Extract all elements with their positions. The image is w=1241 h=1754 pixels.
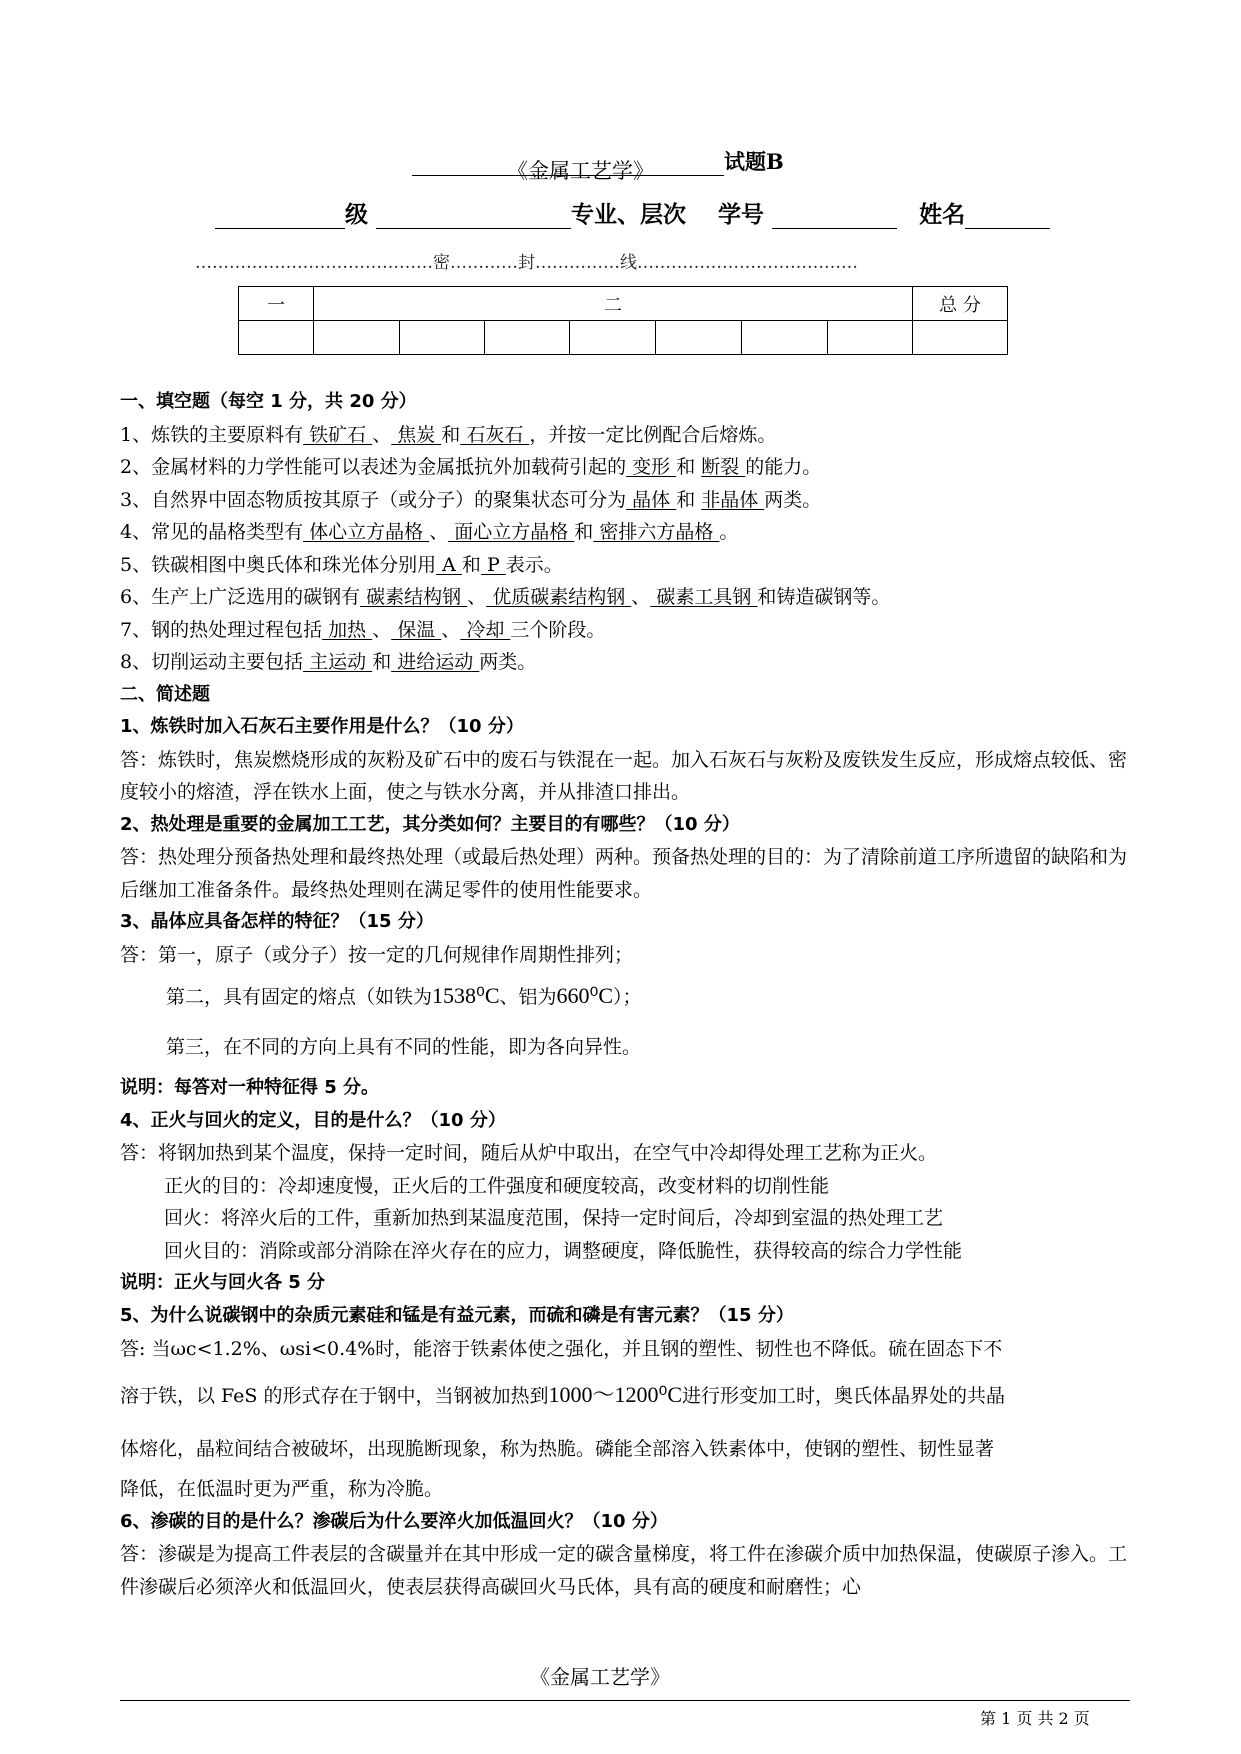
answer-blank: 变形 [626,456,677,478]
essay-question-6: 6、渗碳的目的是什么？渗碳后为什么要淬火加低温回火？（10 分） [120,1510,668,1532]
fill-question-2: 2、金属材料的力学性能可以表述为金属抵抗外加载荷引起的 变形 和 断裂 的能力。 [120,456,822,478]
fill-question-1: 1、炼铁的主要原料有 铁矿石 、 焦炭 和 石灰石 ，并按一定比例配合后熔炼。 [120,423,777,446]
essay-answer-5-line-4: 降低，在低温时更为严重，称为冷脆。 [120,1478,444,1500]
seal-line: ……………………………………密…………封……………线………………………………… [195,253,858,273]
answer-blank: 面心立方晶格 [448,521,575,543]
name-label: 姓名 [919,201,966,228]
footer-divider [120,1700,1130,1701]
answer-blank: 晶体 [626,488,677,511]
title-suffix: 试题B [724,149,784,174]
answer-blank: 密排六方晶格 [593,521,720,543]
essay-question-2: 2、热处理是重要的金属加工工艺，其分类如何？主要目的有哪些？（10 分） [120,813,740,835]
scoring-note-3: 说明：每答对一种特征得 5 分。 [120,1077,380,1098]
title-blank-left [412,155,507,176]
answer-blank: 焦炭 [391,423,442,446]
score-table-header-row [239,287,1008,321]
essay-answer-5-line-2: 溶于铁，以 FeS 的形式存在于钢中，当钢被加热到1000～1200⁰C进行形变加工时，奥氏体晶界处的共晶 [120,1382,1006,1407]
melting-point-iron: 1538⁰C [432,983,500,1008]
page-number: 第 1 页 共 2 页 [980,1709,1090,1728]
answer-blank: 优质碳素结构钢 [486,586,632,608]
score-cell[interactable] [913,321,1008,355]
answer-blank: 冷却 [460,618,511,641]
answer-blank: 加热 [322,618,373,641]
answer-blank: 碳素结构钢 [360,586,468,608]
essay-answer-3-line-3: 第三，在不同的方向上具有不同的性能，即为各向异性。 [166,1036,642,1058]
answer-blank: 体心立方晶格 [303,521,430,543]
footer-title: 《金属工艺学》 [530,1665,670,1689]
score-cell[interactable] [570,321,656,355]
essay-answer-2: 答：热处理分预备热处理和最终热处理（或最后热处理）两种。预备热处理的目的：为了清除前道工序所遗留的缺陷和为后继加工准备条件。最终热处理则在满足零件的使用性能要求。 [120,846,1128,901]
essay-answer-4-line-4: 回火目的：消除或部分消除在淬火存在的应力，调整硬度，降低脆性，获得较高的综合力学性能 [164,1239,963,1262]
essay-answer-3-line-2: 第二，具有固定的熔点（如铁为1538⁰C、铝为660⁰C）； [166,983,642,1008]
score-table-value-row [239,321,1008,355]
answer-blank: A [436,553,462,576]
temperature-range: 1000～1200⁰C [548,1382,682,1407]
fill-question-5: 5、铁碳相图中奥氏体和珠光体分别用 A 和 P 表示。 [120,553,563,576]
score-cell[interactable] [400,321,485,355]
score-cell[interactable] [828,321,913,355]
student-id-blank[interactable] [772,204,897,229]
essay-question-3: 3、晶体应具备怎样的特征？（15 分） [120,911,434,932]
fill-question-7: 7、钢的热处理过程包括 加热 、 保温 、 冷却 三个阶段。 [120,618,606,641]
score-cell[interactable] [314,321,400,355]
student-id-label: 学号 [718,201,765,228]
score-col-2-header: 二 [314,287,913,321]
exam-title [412,146,784,183]
scoring-note-4: 说明：正火与回火各 5 分 [120,1272,326,1293]
fill-question-6: 6、生产上广泛选用的碳钢有 碳素结构钢 、 优质碳素结构钢 、 碳素工具钢 和铸造碳钢等。 [120,586,891,608]
essay-question-4: 4、正火与回火的定义，目的是什么？（10 分） [120,1109,506,1131]
essay-question-1: 1、炼铁时加入石灰石主要作用是什么？（10 分） [120,716,524,737]
name-blank[interactable] [965,204,1050,229]
answer-blank: 石灰石 [460,423,530,446]
major-label: 专业、层次 [571,201,687,228]
score-cell[interactable] [485,321,570,355]
melting-point-aluminum: 660⁰C [556,983,614,1008]
essay-answer-4-line-1: 答：将钢加热到某个温度，保持一定时间，随后从炉中取出，在空气中冷却得处理工艺称为正火。 [120,1142,938,1164]
essay-answer-3-line-1: 答：第一，原子（或分子）按一定的几何规律作周期性排列； [120,943,634,966]
answer-blank: P [480,553,506,576]
answer-blank: 进给运动 [391,651,480,673]
essay-answer-4-line-2: 正火的目的：冷却速度慢，正火后的工件强度和硬度较高，改变材料的切削性能 [164,1174,830,1197]
answer-blank: 铁矿石 [303,423,373,446]
grade-label: 级 [345,201,368,228]
score-cell[interactable] [656,321,742,355]
score-cell[interactable] [239,321,314,355]
answer-blank: 保温 [391,618,442,641]
title-text: 《金属工艺学》 [507,155,654,176]
score-col-1-header: 一 [239,287,314,321]
title-blank-right [654,155,724,176]
score-cell[interactable] [742,321,828,355]
grade-blank[interactable] [215,204,345,229]
fill-question-3: 3、自然界中固态物质按其原子（或分子）的聚集状态可分为 晶体 和 非晶体 两类。 [120,488,822,511]
answer-blank: 主运动 [303,651,373,673]
score-total-header: 总 分 [913,287,1008,321]
essay-answer-5-line-3: 体熔化，晶粒间结合被破坏，出现脆断现象，称为热脆。磷能全部溶入铁素体中，使钢的塑性、韧性显著 [120,1438,995,1460]
section2-heading: 二、简述题 [120,683,210,705]
answer-blank: 断裂 [701,456,746,478]
essay-answer-6: 答：渗碳是为提高工件表层的含碳量并在其中形成一定的碳含量梯度，将工件在渗碳介质中加热保温，使碳原子渗入。工件渗碳后必须淬火和低温回火，使表层获得高碳回火马氏体，具有高的硬度和耐磨性；心 [120,1543,1128,1598]
major-blank[interactable] [376,204,571,229]
essay-question-5: 5、为什么说碳钢中的杂质元素硅和锰是有益元素，而硫和磷是有害元素？（15 分） [120,1304,794,1326]
exam-body [120,386,1130,1603]
fill-question-8: 8、切削运动主要包括 主运动 和 进给运动 两类。 [120,651,537,673]
essay-answer-4-line-3: 回火：将淬火后的工件，重新加热到某温度范围，保持一定时间后，冷却到室温的热处理工艺 [164,1207,944,1229]
section1-heading: 一、填空题（每空 1 分，共 20 分） [120,391,417,412]
answer-blank: 非晶体 [701,488,765,511]
essay-answer-5-line-1: 答: 当ωc<1.2%、ωsi<0.4%时，能溶于铁素体使之强化，并且钢的塑性、韧性也不降低。硫在固态下不 [120,1338,1003,1360]
essay-answer-1: 答：炼铁时，焦炭燃烧形成的灰粉及矿石中的废石与铁混在一起。加入石灰石与灰粉及废铁发生反应，形成熔点较低、密度较小的熔渣，浮在铁水上面，使之与铁水分离，并从排渣口排出。 [120,748,1128,803]
answer-blank: 碳素工具钢 [650,586,758,608]
score-table [238,286,1008,355]
fill-question-4: 4、常见的晶格类型有 体心立方晶格 、 面心立方晶格 和 密排六方晶格 。 [120,521,739,543]
student-info-header [215,196,1050,229]
